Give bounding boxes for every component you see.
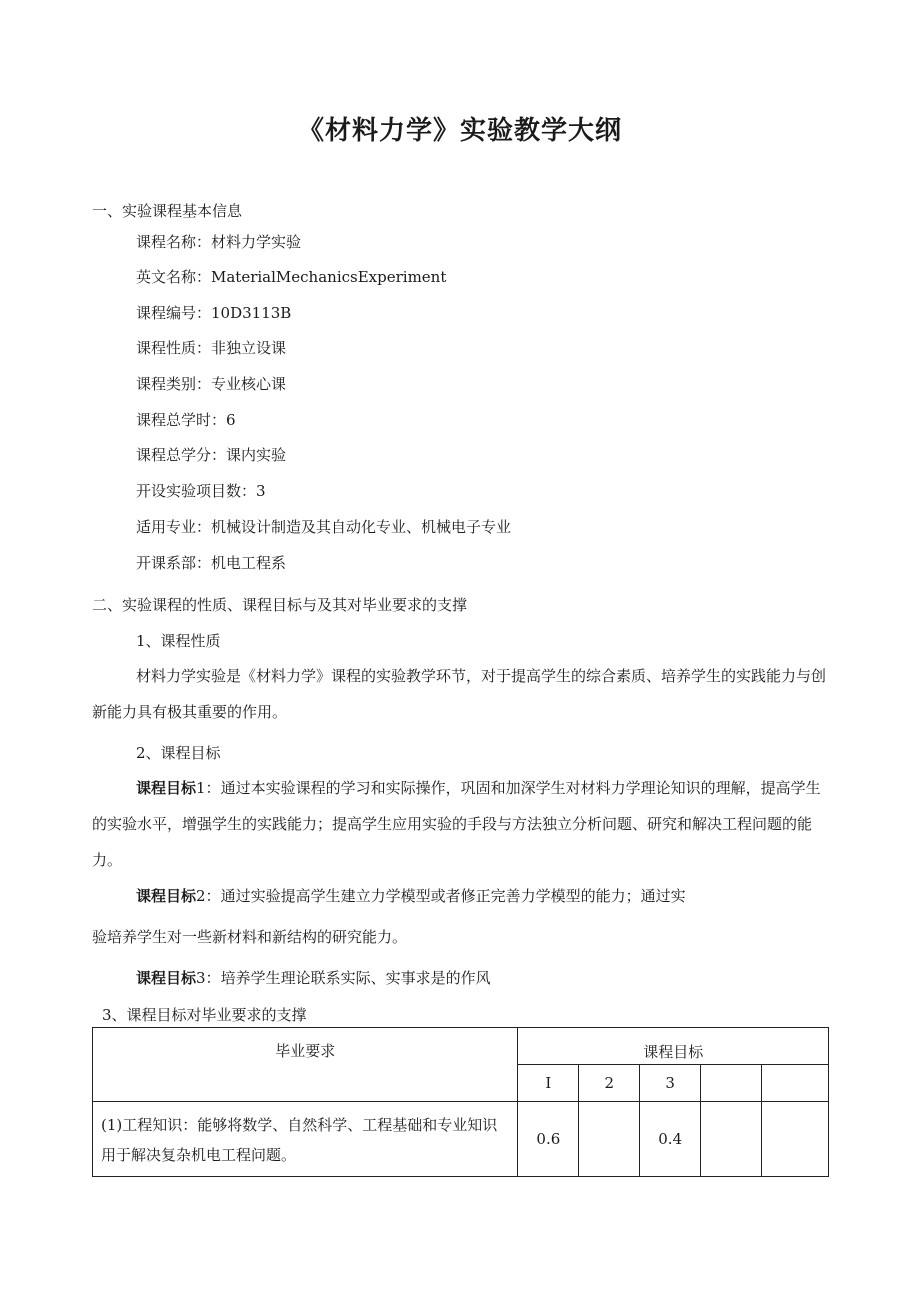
goal-col-3: 3 (640, 1065, 701, 1102)
goal-1-num: 1： (196, 779, 221, 797)
goal-3-num: 3： (196, 969, 221, 987)
sub1-heading: 1、课程性质 (136, 632, 221, 650)
goal-1-paragraph (92, 770, 827, 878)
course-nature-paragraph: 材料力学实验是《材料力学》课程的实验教学环节，对于提高学生的综合素质、培养学生的实践能力与创新能力具有极其重要的作用。 (92, 667, 827, 721)
value-cell (701, 1102, 762, 1177)
goal-1-text: 通过本实验课程的学习和实际操作，巩固和加深学生对材料力学理论知识的理解，提高学生的实验水平，增强学生的实践能力；提高学生应用实验的手段与方法独立分析问题、研究和解决工程问题的能力。 (92, 779, 821, 869)
info-course-nature: 课程性质：非独立设课 (136, 339, 287, 357)
goal-2-num: 2： (196, 887, 221, 905)
document-title: 《材料力学》实验教学大纲 (297, 116, 622, 146)
goal-3-label: 课程目标 (136, 969, 197, 987)
goal-col-5 (762, 1065, 829, 1102)
sub3-heading: 3、课程目标对毕业要求的支撑 (102, 1006, 307, 1024)
value-cell: 0.6 (518, 1102, 579, 1177)
info-course-code: 课程编号：10D3113B (136, 304, 292, 322)
value-cell (579, 1102, 640, 1177)
support-table (92, 1027, 829, 1177)
info-total-hours: 课程总学时：6 (136, 411, 236, 429)
info-course-name: 课程名称：材料力学实验 (136, 233, 302, 251)
table-row (93, 1102, 829, 1177)
header-course-goals: 课程目标 (518, 1028, 829, 1065)
goal-3-line (136, 967, 491, 988)
sub2-heading: 2、课程目标 (136, 744, 221, 762)
goal-col-1: I (518, 1065, 579, 1102)
info-experiment-count: 开设实验项目数：3 (136, 482, 266, 500)
goal-col-2: 2 (579, 1065, 640, 1102)
goal-3-text: 培养学生理论联系实际、实事求是的作风 (220, 969, 491, 987)
info-department: 开课系部：机电工程系 (136, 554, 287, 572)
value-cell: 0.4 (640, 1102, 701, 1177)
goal-2-label: 课程目标 (136, 887, 197, 905)
value-cell (762, 1102, 829, 1177)
goal-2-line2: 验培养学生对一些新材料和新结构的研究能力。 (92, 928, 408, 946)
info-english-name: 英文名称：MaterialMechanicsExperiment (136, 268, 447, 286)
goal-2-line1 (136, 885, 686, 906)
info-total-credits: 课程总学分：课内实验 (136, 446, 287, 464)
requirement-cell: (1)工程知识：能够将数学、自然科学、工程基础和专业知识用于解决复杂机电工程问题。 (93, 1102, 518, 1177)
goal-2-text: 通过实验提高学生建立力学模型或者修正完善力学模型的能力；通过实 (220, 887, 686, 905)
info-course-category: 课程类别：专业核心课 (136, 375, 287, 393)
header-graduation-requirement: 毕业要求 (93, 1028, 518, 1102)
info-applicable-majors: 适用专业：机械设计制造及其自动化专业、机械电子专业 (136, 518, 512, 536)
goal-1-label: 课程目标 (136, 779, 197, 797)
section2-heading: 二、实验课程的性质、课程目标与及其对毕业要求的支撑 (92, 596, 468, 614)
section1-heading: 一、实验课程基本信息 (92, 202, 243, 220)
goal-col-4 (701, 1065, 762, 1102)
